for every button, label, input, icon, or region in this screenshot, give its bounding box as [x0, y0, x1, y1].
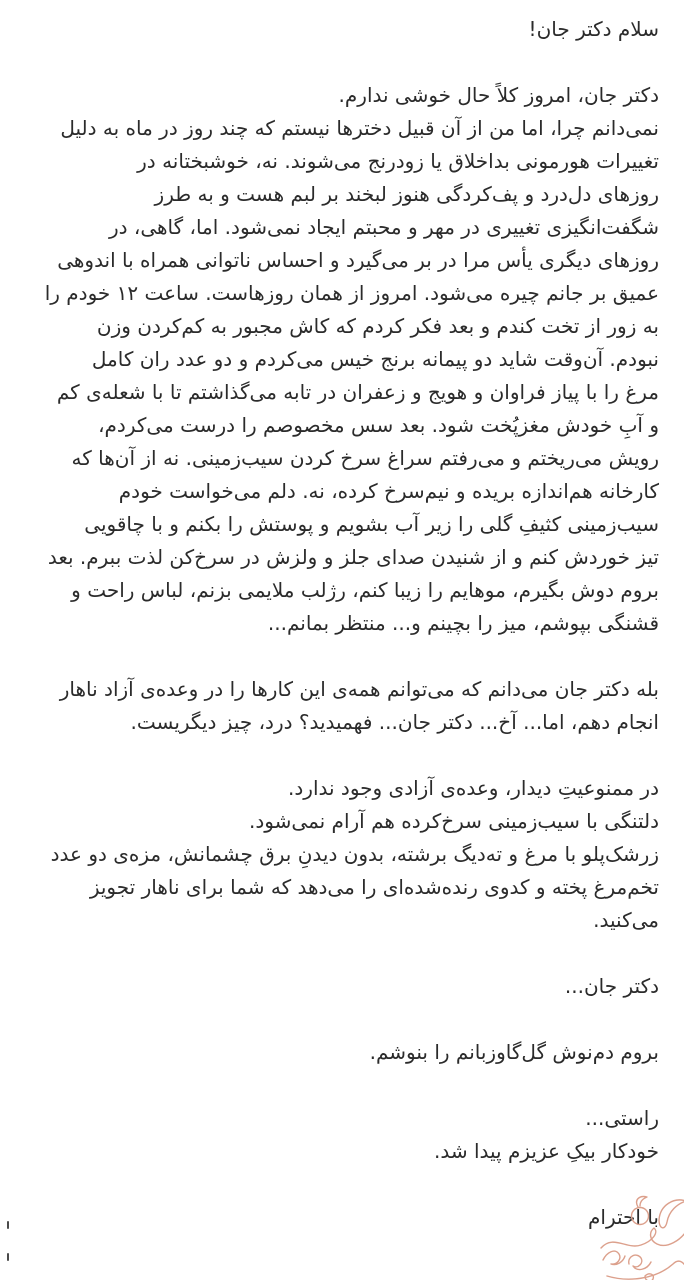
- letter-line: بله دکتر جان می‌دانم که می‌توانم همه‌ی این کارها را در وعده‌ی آزاد ناهار: [59, 677, 659, 701]
- paragraph-greeting: [18, 13, 659, 46]
- letter-line: به زور از تخت کندم و بعد فکر کردم که کاش مجبور به کم‌کردن وزن: [96, 314, 659, 338]
- letter-line: راستی...: [585, 1106, 659, 1130]
- calligraphy-logo-icon: [593, 1192, 684, 1280]
- letter-line: و آبِ خودش مغزپُخت شود. بعد سس مخصوصم را درست می‌کردم،: [98, 413, 659, 437]
- letter-line: سیب‌زمینی کثیفِ گلی را زیر آب بشویم و پوستش را بکنم و با چاقویی: [84, 512, 659, 536]
- letter-line: نبودم. آن‌وقت شاید دو پیمانه برنج خیس می‌کردم و دو عدد ران کامل: [91, 347, 659, 371]
- paragraph-lunch-reality: [18, 673, 659, 739]
- stray-mark: [7, 1253, 9, 1261]
- letter-line: در ممنوعیتِ دیدار، وعده‌ی آزادی وجود ندارد.: [288, 776, 659, 800]
- paragraph-closing: [18, 1201, 659, 1234]
- letter-line: دکتر جان، امروز کلاً حال خوشی ندارم.: [338, 83, 659, 107]
- stray-mark: [7, 1221, 9, 1229]
- signature-watermark: [593, 1192, 684, 1280]
- letter-line: زرشک‌پلو با مرغ و ته‌دیگ برشته، بدون دیدنِ برق چشمانش، مزه‌ی دو عدد: [50, 842, 659, 866]
- letter-line: تیز خوردش کنم و از شنیدن صدای جلز و ولزش در سرخ‌کن لذت ببرم. بعد: [47, 545, 659, 569]
- letter-line: دلتنگی با سیب‌زمینی سرخ‌کرده هم آرام نمی‌شود.: [249, 809, 659, 833]
- letter-line: با احترام: [588, 1205, 659, 1229]
- paragraph-address: [18, 970, 659, 1003]
- letter-line: سلام دکتر جان!: [528, 17, 659, 41]
- letter-line: نمی‌دانم چرا، اما من از آن قبیل دخترها نیستم که چند روز در ماه به دلیل: [60, 116, 659, 140]
- paragraph-postscript: [18, 1102, 659, 1168]
- letter-line: بروم دم‌نوش گل‌گاوزبانم را بنوشم.: [369, 1040, 659, 1064]
- letter-line: قشنگی بپوشم، میز را بچینم و... منتظر بمانم...: [267, 611, 659, 635]
- letter-line: روزهای دیگری یأس مرا در بر می‌گیرد و احساس ناتوانی همراه با اندوهی: [57, 248, 659, 272]
- paragraph-longing: [18, 772, 659, 937]
- letter-line: مرغ را با پیاز فراوان و هویج و زعفران در تابه می‌گذاشتم تا با شعله‌ی کم: [56, 380, 659, 404]
- paragraph-herbal-tea: [18, 1036, 659, 1069]
- letter-line: تغییرات هورمونی بداخلاق یا زودرنج می‌شوند. نه، خوشبختانه در: [137, 149, 659, 173]
- letter-line: خودکار بیکِ عزیزم پیدا شد.: [433, 1139, 659, 1163]
- letter-line: می‌کنید.: [593, 908, 659, 932]
- letter-line: روزهای دل‌درد و پف‌کردگی هنوز لبخند بر لبم هست و به طرز: [154, 182, 659, 206]
- letter-line: انجام دهم، اما... آخ... دکتر جان... فهمیدید؟ درد، چیز دیگریست.: [130, 710, 659, 734]
- letter-line: دکتر جان...: [564, 974, 659, 998]
- letter-line: عمیق بر جانم چیره می‌شود. امروز از همان روزهاست. ساعت ۱۲ خودم را: [44, 281, 659, 305]
- letter-line: رویش می‌ریختم و می‌رفتم سراغ سرخ کردن سیب‌زمینی. نه از آن‌ها که: [71, 446, 659, 470]
- letter-line: تخم‌مرغ پخته و کدوی رنده‌شده‌ای را می‌دهد که شما برای ناهار تجویز: [89, 875, 659, 899]
- letter-line: شگفت‌انگیزی تغییری در مهر و محبتم ایجاد نمی‌شود. اما، گاهی، در: [108, 215, 659, 239]
- letter-line: بروم دوش بگیرم، موهایم را زیبا کنم، رژلب ملایمی بزنم، لباس راحت و: [71, 578, 659, 602]
- letter-line: کارخانه هم‌اندازه بریده و نیم‌سرخ کرده، نه. دلم می‌خواست خودم: [118, 479, 659, 503]
- paragraph-mood-and-cooking: [18, 79, 659, 640]
